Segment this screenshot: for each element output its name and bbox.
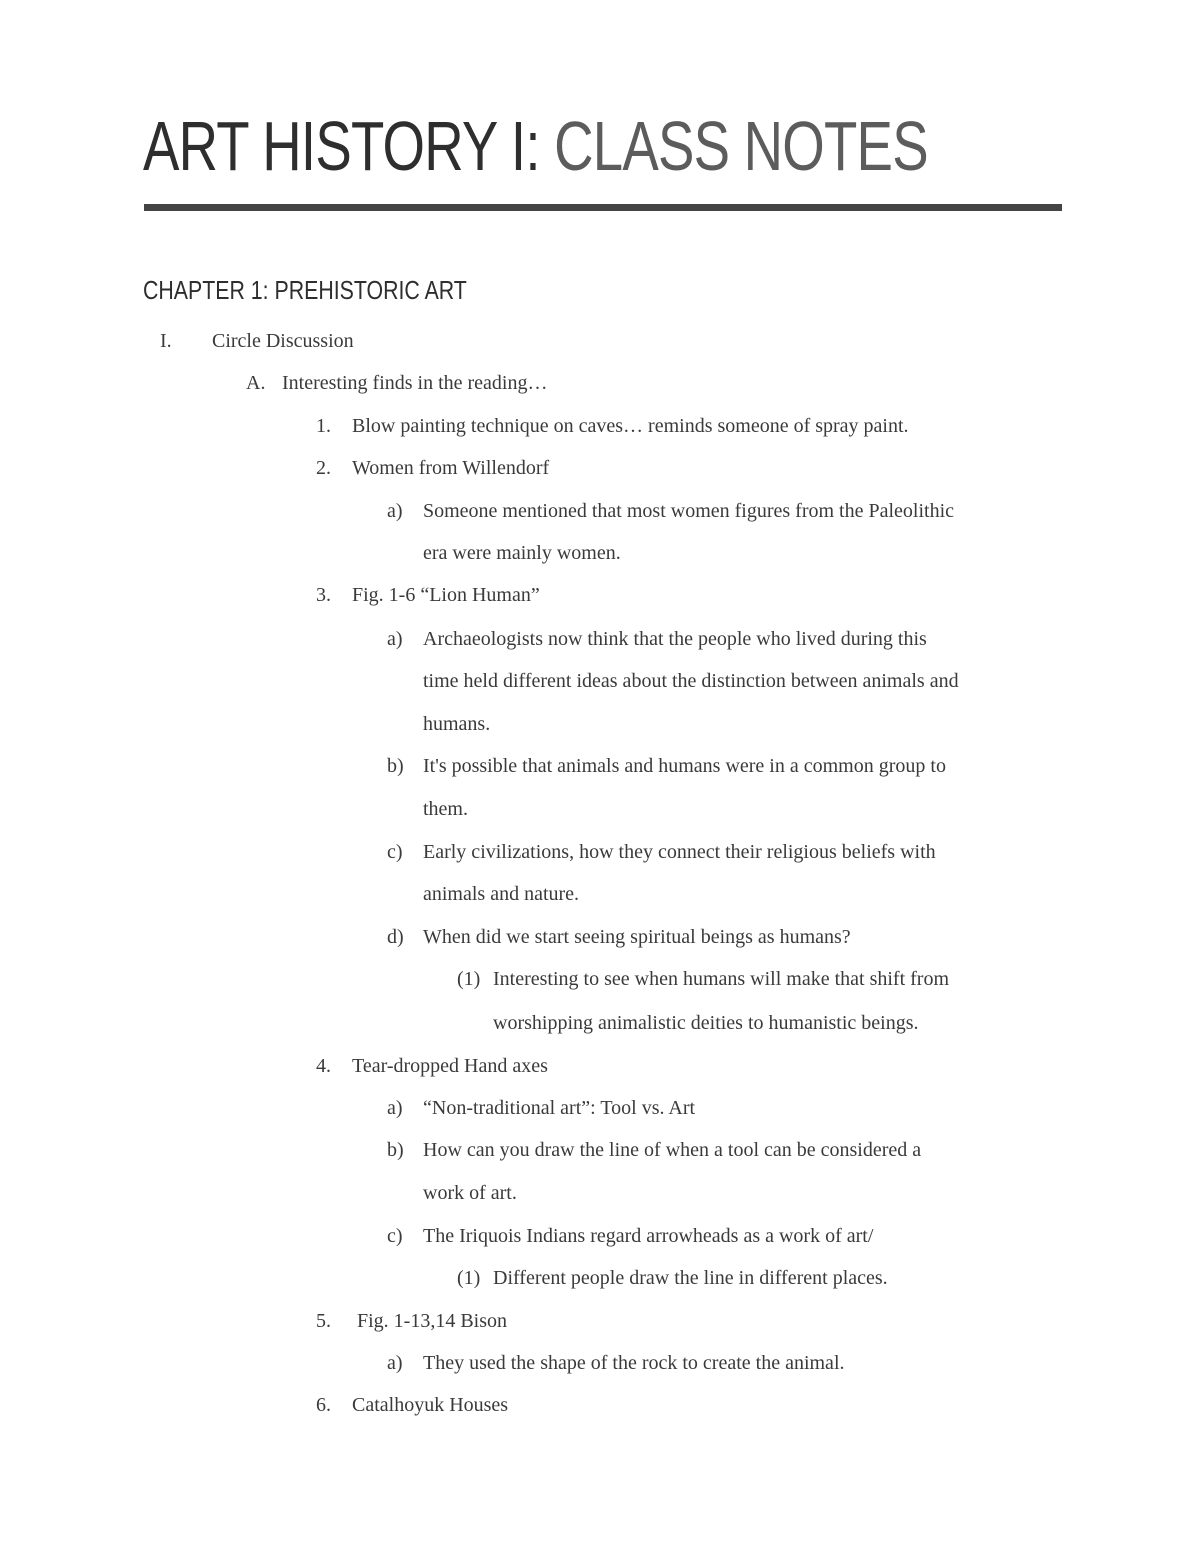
outline-text: Tear-dropped Hand axes xyxy=(352,1055,548,1077)
outline-marker: a) xyxy=(387,1097,403,1119)
outline-text: Catalhoyuk Houses xyxy=(352,1394,509,1416)
outline-text: Circle Discussion xyxy=(212,330,354,352)
outline-text: Blow painting technique on caves… reminds someone of spray paint. xyxy=(352,415,909,437)
outline-marker: 4. xyxy=(316,1055,331,1077)
outline-marker: a) xyxy=(387,500,403,522)
page-title xyxy=(143,104,928,188)
outline-marker: b) xyxy=(387,1139,404,1161)
outline-text: Archaeologists now think that the people who lived during this xyxy=(423,628,927,650)
outline-text: They used the shape of the rock to create the animal. xyxy=(423,1352,845,1374)
outline-marker: d) xyxy=(387,926,404,948)
outline-marker: 6. xyxy=(316,1394,331,1416)
outline-text: time held different ideas about the distinction between animals and xyxy=(423,670,959,692)
outline-text: When did we start seeing spiritual beings as humans? xyxy=(423,926,851,948)
outline-text: Early civilizations, how they connect their religious beliefs with xyxy=(423,841,936,863)
outline-marker: I. xyxy=(160,330,172,352)
outline-marker: 2. xyxy=(316,457,331,479)
outline-text: Different people draw the line in different places. xyxy=(493,1267,888,1289)
outline-text: work of art. xyxy=(423,1182,517,1204)
outline-text: era were mainly women. xyxy=(423,542,621,564)
outline-marker: a) xyxy=(387,1352,403,1374)
outline-text: Interesting finds in the reading… xyxy=(282,372,548,394)
title-part2: CLASS NOTES xyxy=(554,107,928,185)
outline-marker: c) xyxy=(387,1225,403,1247)
outline-text: Women from Willendorf xyxy=(352,457,550,479)
outline-marker: a) xyxy=(387,628,403,650)
outline-text: Interesting to see when humans will make that shift from xyxy=(493,968,950,990)
outline-text: Fig. 1-6 “Lion Human” xyxy=(352,584,540,606)
title-part1: ART HISTORY I: xyxy=(143,107,540,185)
outline-text: How can you draw the line of when a tool can be considered a xyxy=(423,1139,922,1161)
outline-marker: (1) xyxy=(457,968,481,990)
chapter-heading: CHAPTER 1: PREHISTORIC ART xyxy=(143,275,467,305)
outline-marker: 5. xyxy=(316,1310,331,1332)
outline-text: animals and nature. xyxy=(423,883,580,905)
outline-marker: A. xyxy=(246,372,266,394)
outline-text: worshipping animalistic deities to humanistic beings. xyxy=(493,1012,919,1034)
outline-text: “Non-traditional art”: Tool vs. Art xyxy=(423,1097,696,1119)
outline-marker: b) xyxy=(387,755,404,777)
outline-marker: 1. xyxy=(316,415,331,437)
outline-text: The Iriquois Indians regard arrowheads as a work of art/ xyxy=(423,1225,874,1247)
outline-text: Fig. 1-13,14 Bison xyxy=(357,1310,508,1332)
outline-text: them. xyxy=(423,798,468,820)
outline-marker: (1) xyxy=(457,1267,481,1289)
outline-text: humans. xyxy=(423,713,491,735)
outline-text: Someone mentioned that most women figures from the Paleolithic xyxy=(423,500,955,522)
outline-text: It's possible that animals and humans were in a common group to xyxy=(423,755,946,777)
title-divider xyxy=(144,204,1062,211)
outline-marker: 3. xyxy=(316,584,331,606)
outline-marker: c) xyxy=(387,841,403,863)
